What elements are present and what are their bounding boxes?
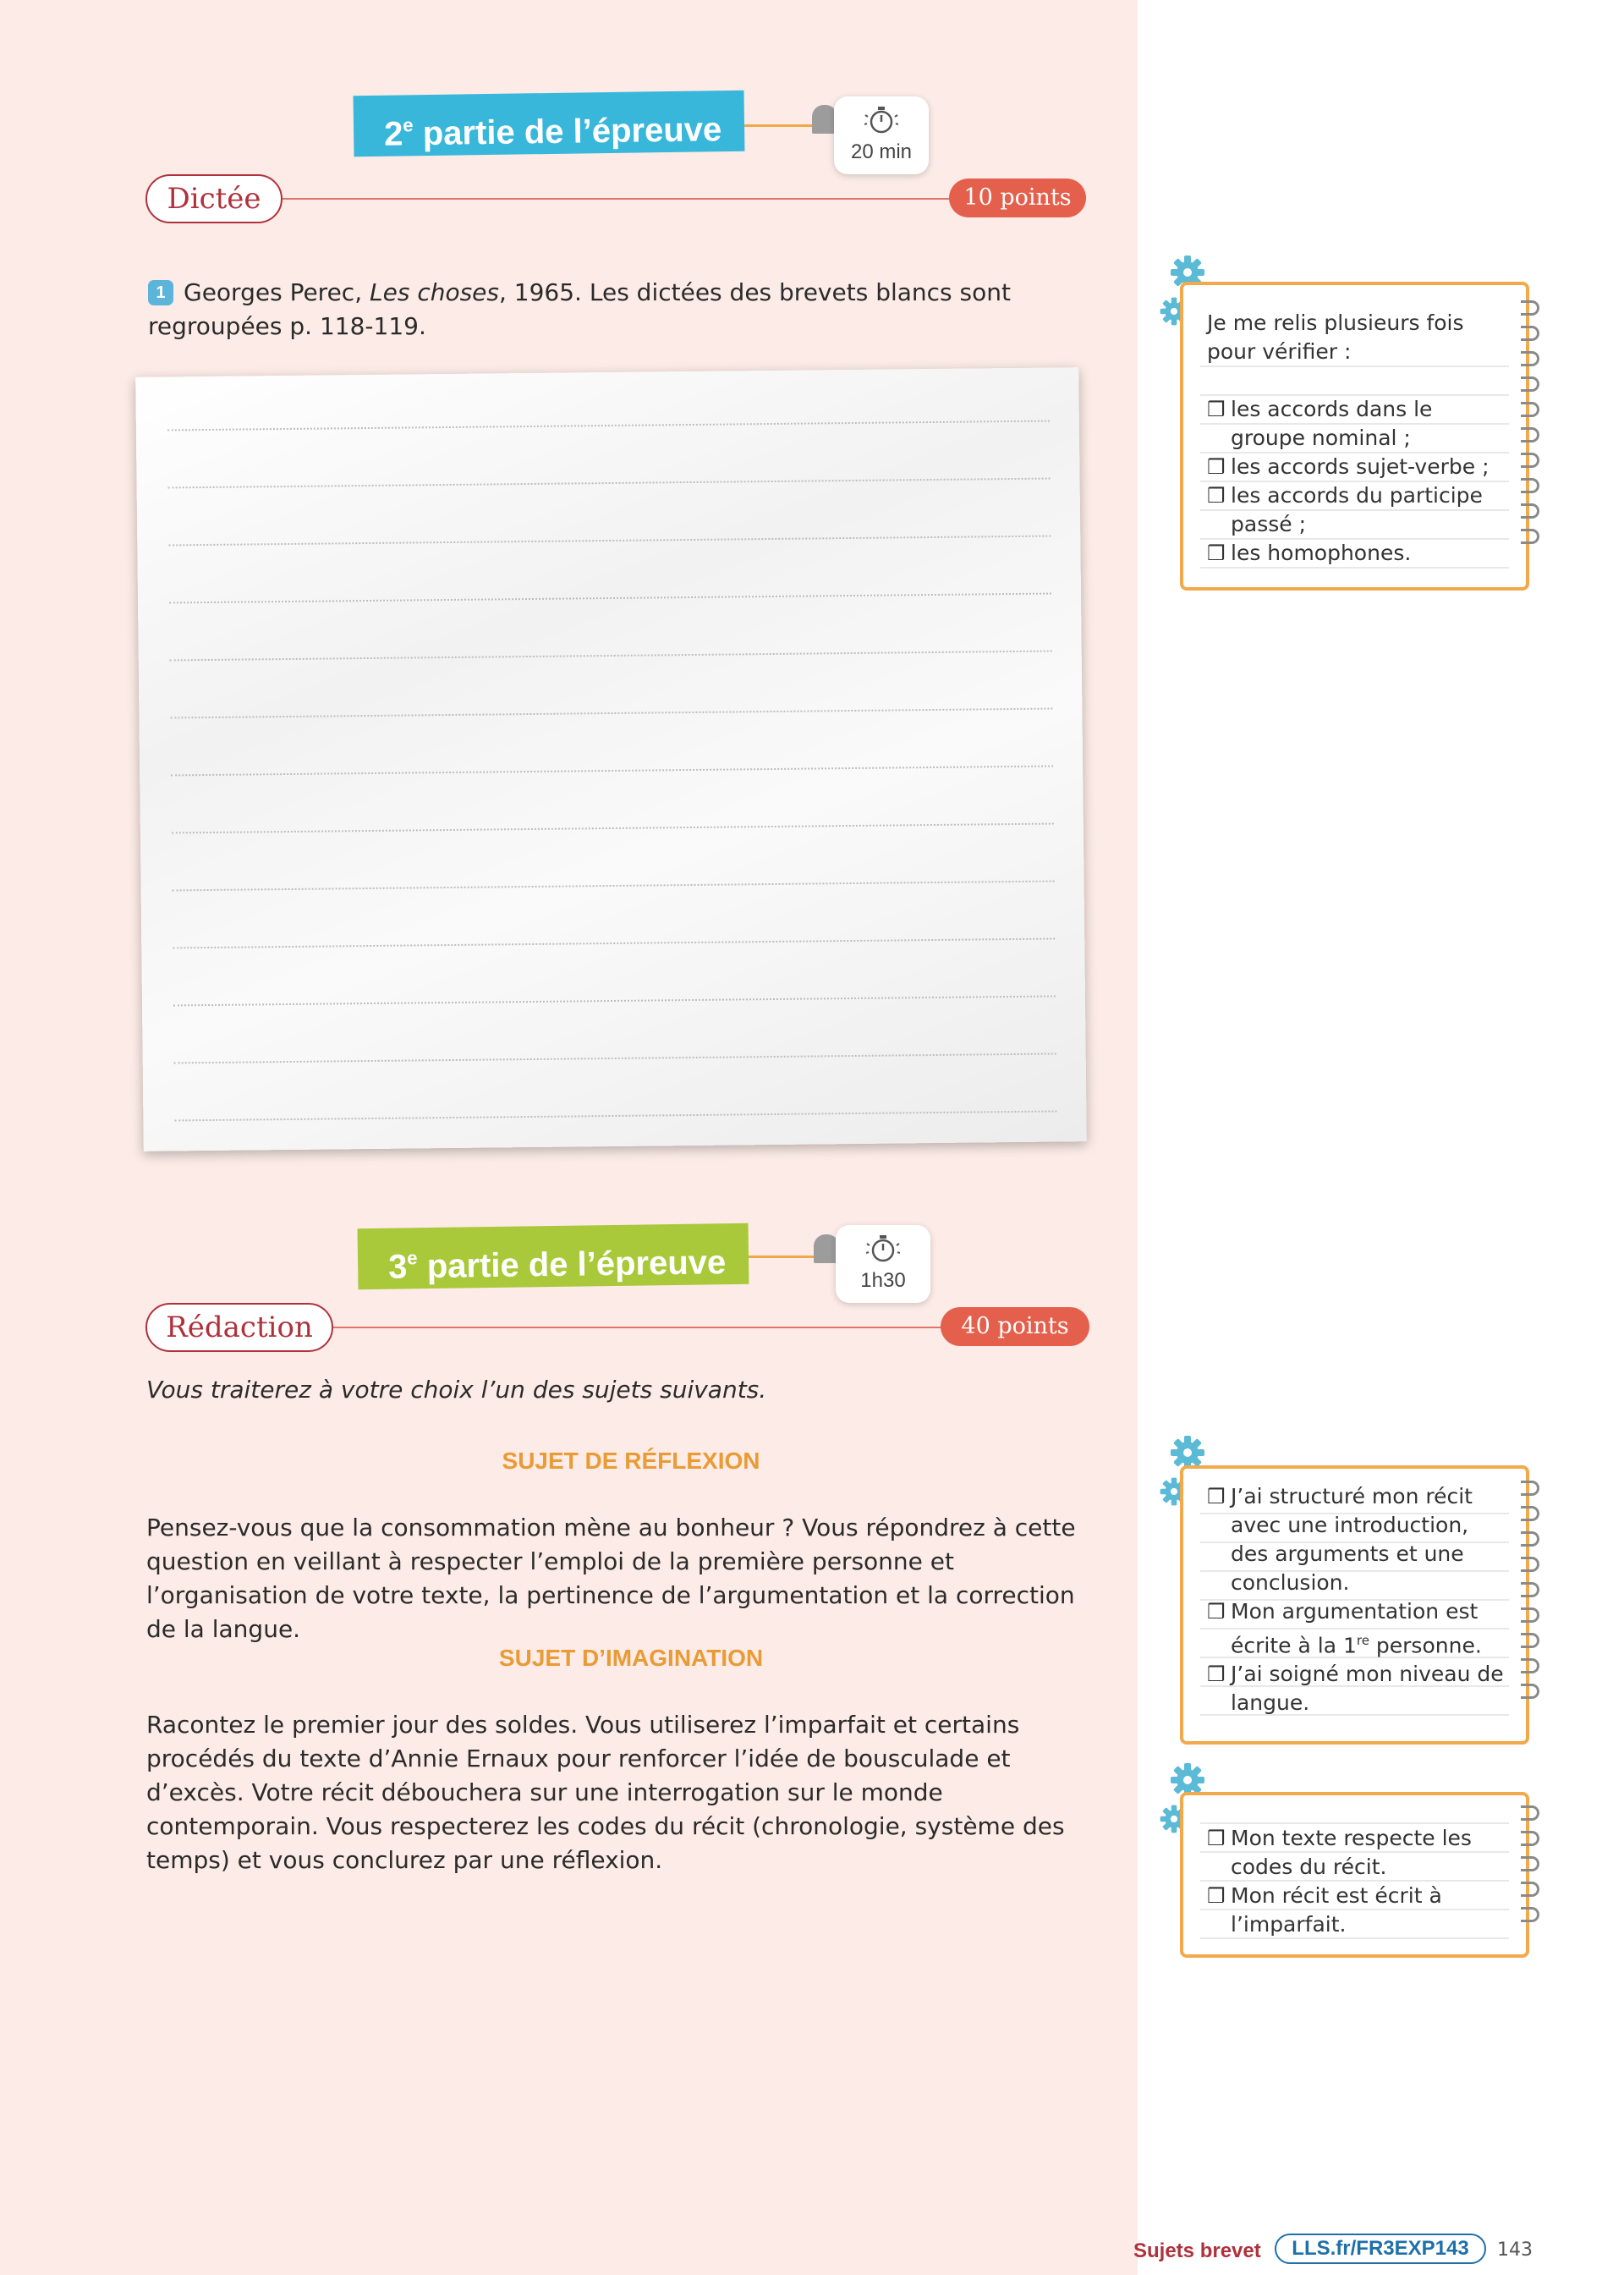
checklist3-item: Mon texte respecte les codes du récit. — [1231, 1826, 1472, 1879]
stopwatch-icon — [864, 105, 898, 135]
checklist1-item: les accords dans le groupe nominal ; — [1231, 397, 1433, 450]
checkbox-icon[interactable]: ❒ — [1207, 484, 1226, 508]
checklist1-item: les homophones. — [1231, 541, 1412, 565]
dictee-text-before: Georges Perec, — [184, 278, 370, 306]
writing-line — [173, 996, 1056, 1007]
writing-line — [170, 708, 1052, 719]
notebook-spiral — [1516, 300, 1544, 554]
checkbox-icon[interactable]: ❒ — [1207, 1600, 1226, 1624]
checklist2-item: J’ai soigné mon niveau de langue. — [1231, 1662, 1504, 1716]
checklist3-item: Mon récit est écrit à l’imparfait. — [1231, 1883, 1442, 1937]
checklist-item[interactable] — [1207, 1482, 1509, 1597]
part3-title: partie de l’épreuve — [417, 1244, 727, 1286]
checkbox-icon[interactable]: ❒ — [1207, 1884, 1226, 1908]
part3-sup: e — [407, 1247, 418, 1269]
checklist-item[interactable] — [1207, 1882, 1509, 1939]
writing-line — [167, 420, 1050, 431]
checklist1-intro: Je me relis plusieurs fois pour vérifier : — [1207, 310, 1464, 364]
checklist-item[interactable] — [1207, 1660, 1509, 1717]
checkbox-icon[interactable]: ❒ — [1207, 541, 1226, 565]
checklist2-text — [1207, 1482, 1509, 1717]
writing-line — [170, 651, 1052, 662]
checklist1-item: les accords du participe passé ; — [1231, 483, 1483, 536]
checklist-item[interactable] — [1207, 1824, 1509, 1882]
imagination-text: Racontez le premier jour des soldes. Vous utiliserez l’imparfait et certains procédés du texte d’Annie Ernaux pour renforcer l’idée de bousculade et d’excès. Votre récit débouchera sur une interrogation sur le monde contemporain. Vous respecterez les codes du récit (chronologie, système des temps) et vous conclurez par une réflexion. — [146, 1711, 1065, 1874]
page-number: 143 — [1497, 2239, 1533, 2261]
checklist3-text — [1207, 1824, 1509, 1939]
writing-line — [168, 536, 1051, 547]
checklist2-item-before: Mon argumentation est écrite à la 1 — [1231, 1599, 1479, 1658]
checklist-item[interactable] — [1207, 395, 1509, 453]
checklist-item[interactable] — [1207, 539, 1509, 568]
reflexion-title: SUJET DE RÉFLEXION — [502, 1448, 760, 1474]
checklist2-item-after: personne. — [1369, 1633, 1482, 1658]
part3-number: 3 — [387, 1248, 408, 1286]
part2-number: 2 — [383, 115, 403, 153]
checklist-item[interactable] — [1207, 481, 1509, 539]
part2-timer-text: 20 min — [850, 140, 913, 163]
checklist1-item: les accords sujet-verbe ; — [1231, 454, 1490, 479]
part3-section-line — [330, 1327, 956, 1328]
writing-line — [174, 1111, 1056, 1122]
checkbox-icon[interactable]: ❒ — [1207, 1662, 1226, 1687]
checklist2-item: J’ai structuré mon récit avec une introduction, des arguments et une conclusion. — [1231, 1484, 1473, 1595]
part2-banner — [354, 91, 745, 157]
stopwatch-icon — [866, 1234, 900, 1264]
writing-line — [173, 881, 1055, 892]
writing-line — [172, 823, 1054, 834]
part3-banner — [358, 1223, 749, 1289]
dictee-book-title: Les choses — [370, 278, 499, 306]
redaction-points-badge: 40 points — [941, 1307, 1089, 1346]
imagination-title: SUJET D’IMAGINATION — [498, 1645, 764, 1671]
checkbox-icon[interactable]: ❒ — [1207, 455, 1226, 479]
writing-line — [174, 1053, 1056, 1064]
checklist-notebook-imagination — [1180, 1792, 1529, 1958]
redaction-section-label: Rédaction — [145, 1303, 333, 1352]
notebook-spiral — [1516, 1805, 1544, 1932]
dictee-text-after: , 1965. Les dictées des brevets blancs sont regroupées p. 118-119. — [148, 278, 1011, 340]
checkbox-icon[interactable]: ❒ — [1207, 398, 1226, 421]
checkbox-icon[interactable]: ❒ — [1207, 1827, 1226, 1850]
part3-timer-text: 1h30 — [860, 1269, 906, 1292]
writing-line — [168, 478, 1051, 489]
question-number-badge: 1 — [148, 280, 173, 305]
writing-line — [171, 766, 1053, 777]
part2-title: partie de l’épreuve — [413, 111, 722, 153]
checklist-notebook-dictee — [1180, 282, 1529, 591]
part2-sup: e — [403, 114, 414, 136]
dictation-writing-paper[interactable] — [135, 367, 1087, 1151]
redaction-instruction: Vous traiterez à votre choix l’un des sujets suivants. — [146, 1376, 767, 1404]
notebook-spiral — [1516, 1481, 1544, 1709]
reflexion-text: Pensez-vous que la consommation mène au bonheur ? Vous répondrez à cette question en veillant à respecter l’emploi de la première personne et l’organisation de votre texte, la pertinence de l’argumentation et la correction de la langue. — [146, 1514, 1076, 1643]
footer-link[interactable]: LLS.fr/FR3EXP143 — [1275, 2234, 1486, 2264]
checklist2-item-sup: re — [1356, 1633, 1369, 1648]
checklist-notebook-reflexion — [1180, 1465, 1529, 1745]
dictee-points-badge: 10 points — [949, 179, 1086, 217]
writing-line — [169, 593, 1051, 604]
writing-line — [173, 938, 1055, 949]
dictee-reference — [148, 276, 1089, 343]
part2-timer-card — [834, 96, 929, 174]
part2-section-line — [279, 198, 956, 200]
checklist-item[interactable] — [1207, 1597, 1509, 1660]
part3-timer-card — [836, 1225, 930, 1303]
dictee-section-label: Dictée — [145, 174, 283, 223]
checklist-item[interactable] — [1207, 453, 1509, 481]
checkbox-icon[interactable]: ❒ — [1207, 1485, 1226, 1508]
footer-label: Sujets brevet — [1133, 2239, 1261, 2262]
checklist1-text — [1207, 309, 1509, 568]
